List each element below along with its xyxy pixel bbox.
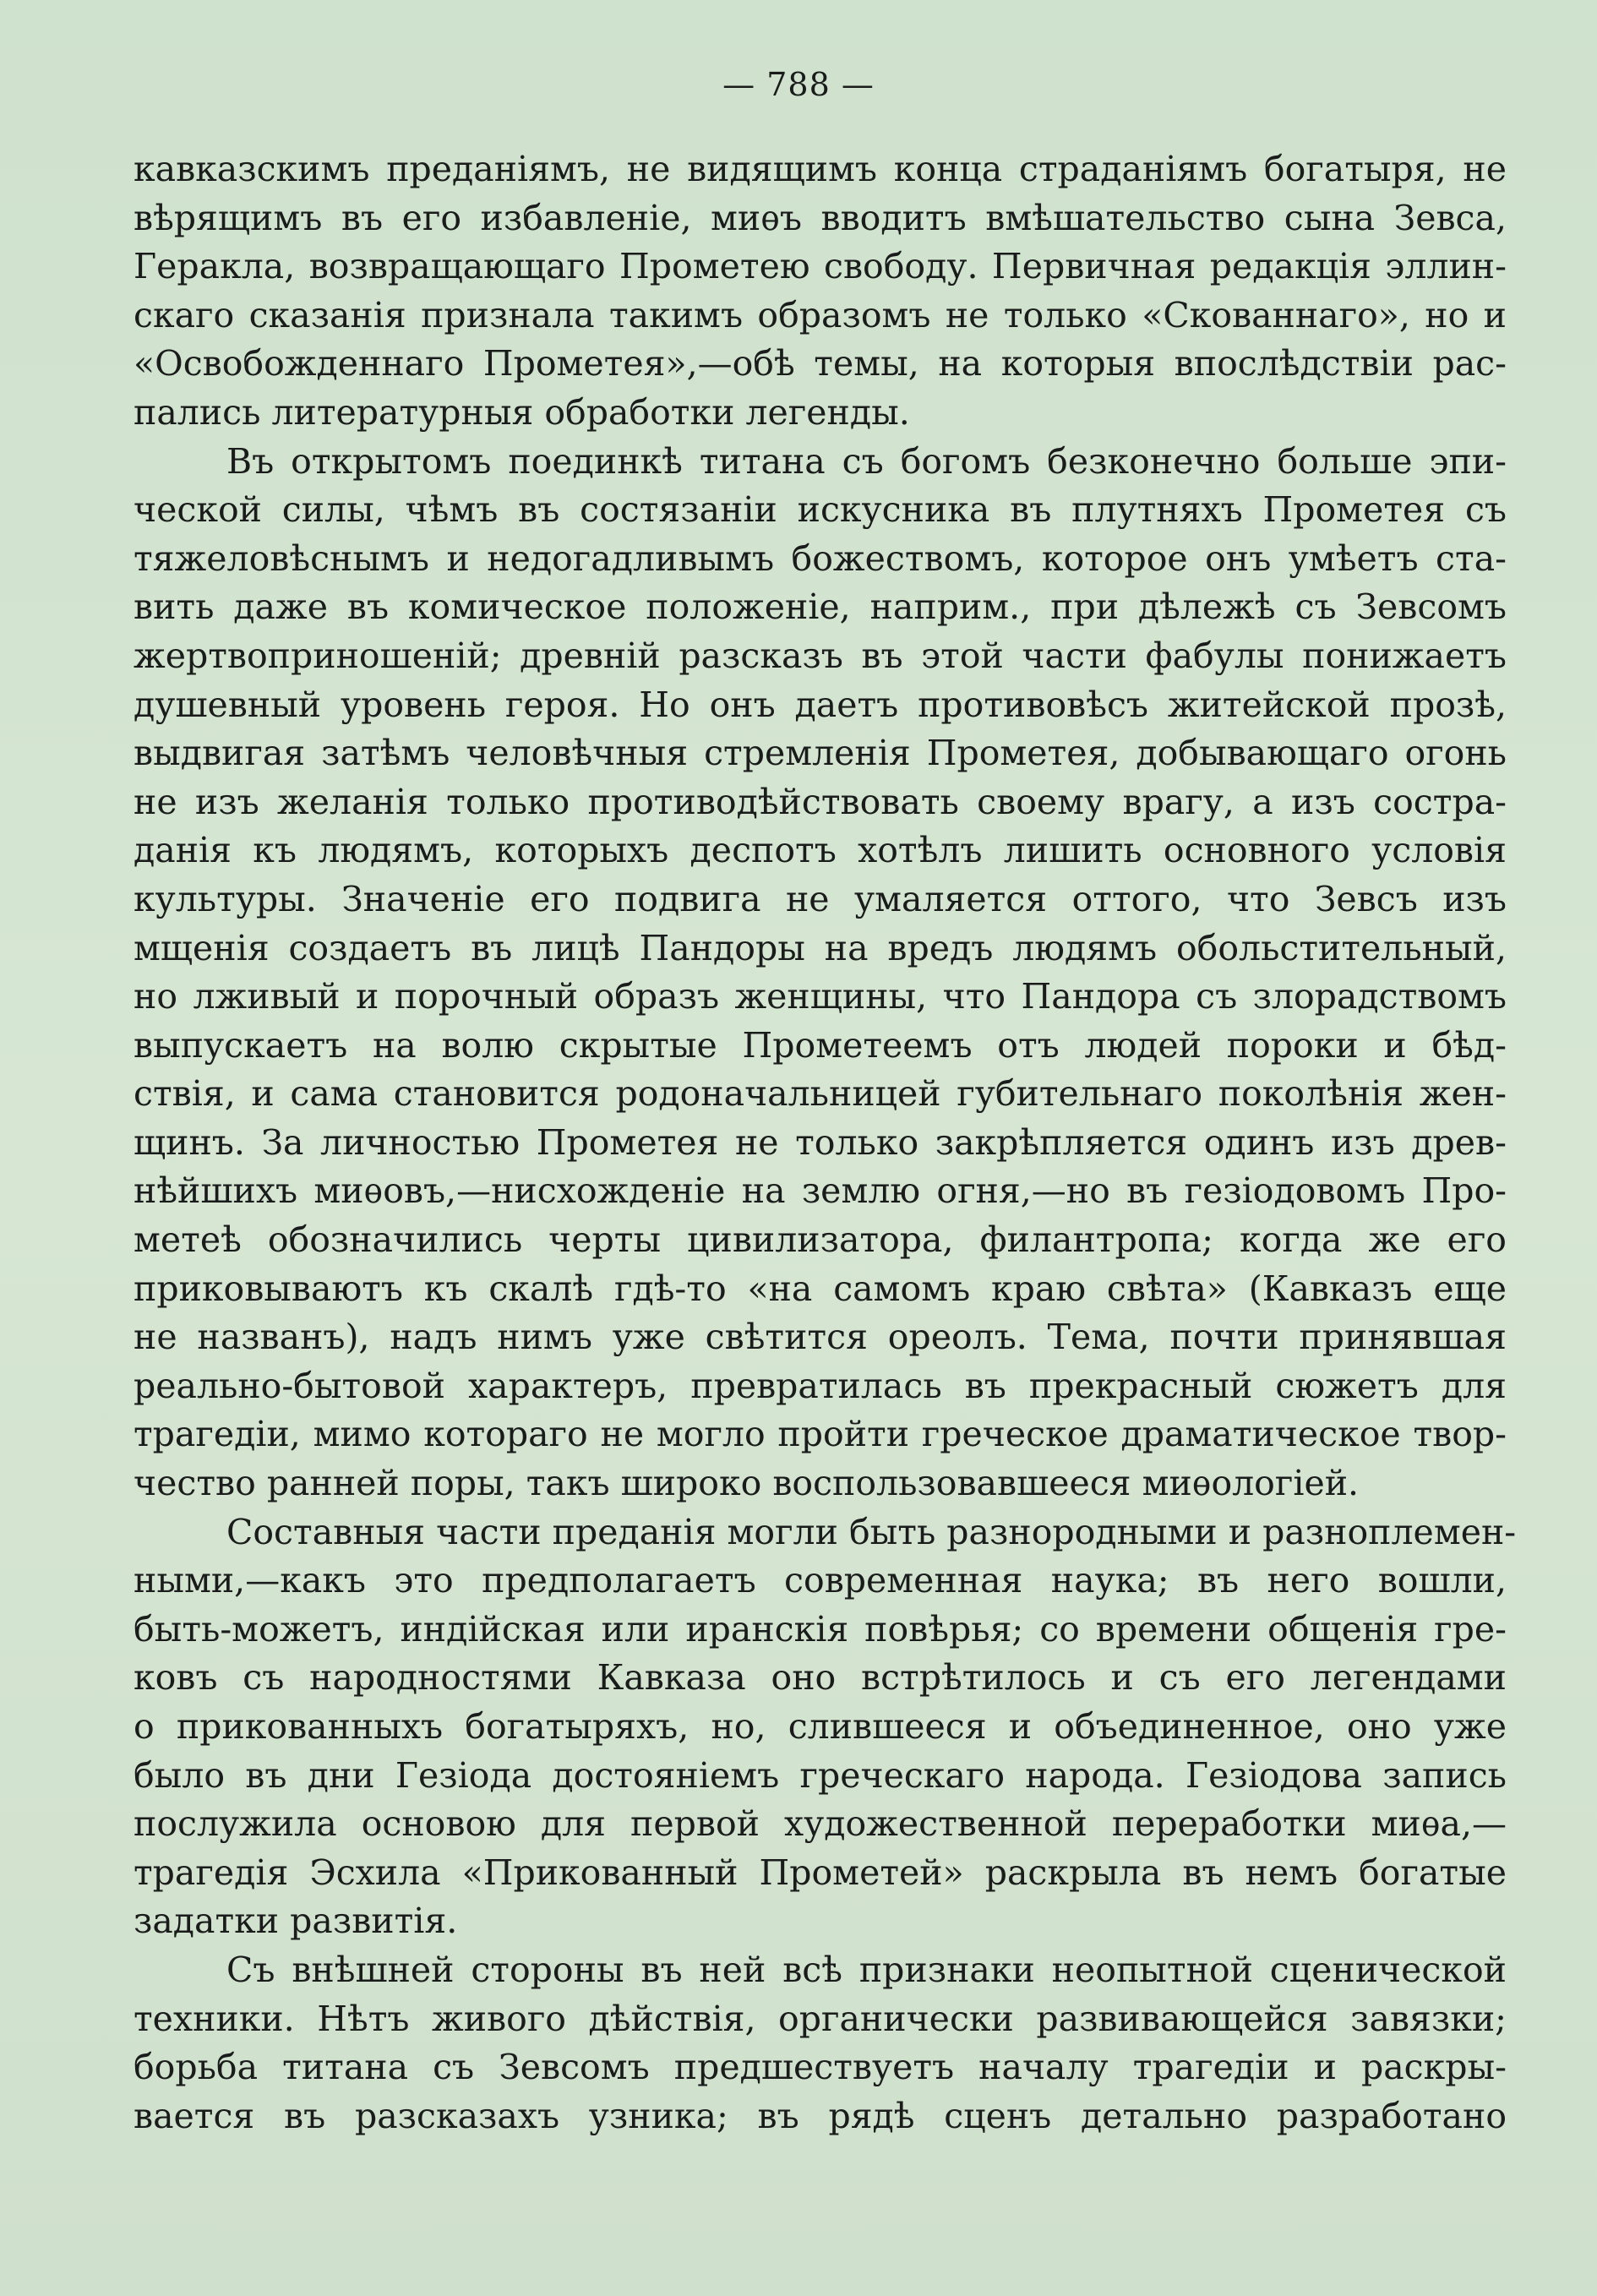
text-line: Съ внѣшней стороны въ ней всѣ признаки неопытной сценической bbox=[226, 1949, 1507, 1990]
paragraph bbox=[134, 438, 1507, 1508]
text-line: скаго сказанія признала такимъ образомъ не только «Скованнаго», но и bbox=[134, 294, 1507, 335]
text-line: Геракла, возвращающаго Прометею свободу. Первичная редакція эллин- bbox=[134, 246, 1507, 287]
text-line: «Освобожденнаго Прометея»,—обѣ темы, на которыя впослѣдствіи рас- bbox=[134, 343, 1507, 384]
text-line: метеѣ обозначились черты цивилизатора, филантропа; когда же его bbox=[134, 1219, 1507, 1261]
text-line: мщенія создаетъ въ лицѣ Пандоры на вредъ людямъ обольстительный, bbox=[134, 927, 1507, 968]
text-line: не названъ), надъ нимъ уже свѣтится ореолъ. Тема, почти принявшая bbox=[134, 1317, 1507, 1358]
paragraph bbox=[134, 1508, 1517, 1946]
text-line: пались литературныя обработки легенды. bbox=[134, 391, 910, 433]
text-line: техники. Нѣтъ живого дѣйствія, органически развивающейся завязки; bbox=[134, 1998, 1507, 2039]
text-line: выдвигая затѣмъ человѣчныя стремленія Прометея, добывающаго огонь bbox=[134, 733, 1507, 774]
text-line: реально-бытовой характеръ, превратилась въ прекрасный сюжетъ для bbox=[134, 1365, 1507, 1406]
text-line: трагедія Эсхила «Прикованный Прометей» раскрыла въ немъ богатые bbox=[134, 1852, 1507, 1893]
text-line: Составныя части преданія могли быть разнородными и разноплемен- bbox=[226, 1511, 1517, 1552]
text-line: борьба титана съ Зевсомъ предшествуетъ началу трагедіи и раскры- bbox=[134, 2047, 1507, 2088]
text-line: не изъ желанія только противодѣйствовать своему врагу, а изъ состра- bbox=[134, 781, 1507, 822]
text-line: ковъ съ народностями Кавказа оно встрѣтилось и съ его легендами bbox=[134, 1657, 1507, 1699]
text-line: послужила основою для первой художественной переработки миѳа,— bbox=[134, 1803, 1507, 1845]
text-line: трагедіи, мимо котораго не могло пройти греческое драматическое твор- bbox=[134, 1414, 1507, 1455]
page-number: — 788 — bbox=[722, 66, 875, 103]
text-line: задатки развитія. bbox=[134, 1901, 458, 1942]
text-line: приковываютъ къ скалѣ гдѣ-то «на самомъ краю свѣта» (Кавказъ еще bbox=[134, 1268, 1507, 1309]
text-line: о прикованныхъ богатыряхъ, но, слившееся и объединенное, оно уже bbox=[134, 1706, 1507, 1747]
text-line: культуры. Значеніе его подвига не умаляется оттого, что Зевсъ изъ bbox=[134, 878, 1507, 919]
text-line: но лживый и порочный образъ женщины, что Пандора съ злорадствомъ bbox=[134, 976, 1507, 1017]
text-line: вѣрящимъ въ его избавленіе, миѳъ вводитъ вмѣшательство сына Зевса, bbox=[134, 197, 1507, 238]
text-line: тяжеловѣснымъ и недогадливымъ божествомъ, которое онъ умѣетъ ста- bbox=[134, 537, 1507, 579]
text-line: ческой силы, чѣмъ въ состязаніи искусника въ плутняхъ Прометея съ bbox=[134, 489, 1507, 531]
text-line: ствія, и сама становится родоначальницей губительнаго поколѣнія жен- bbox=[134, 1073, 1507, 1115]
text-line: быть-можетъ, индійская или иранскія повѣрья; со времени общенія гре- bbox=[134, 1608, 1507, 1650]
text-line: нѣйшихъ миѳовъ,—нисхожденіе на землю огня,—но въ гезіодовомъ Про- bbox=[134, 1170, 1507, 1212]
text-line: вить даже въ комическое положеніе, наприм., при дѣлежѣ съ Зевсомъ bbox=[134, 586, 1507, 628]
paragraph bbox=[134, 1946, 1507, 2141]
text-line: выпускаетъ на волю скрытые Прометеемъ отъ людей пороки и бѣд- bbox=[134, 1024, 1507, 1066]
text-line: кавказскимъ преданіямъ, не видящимъ конца страданіямъ богатыря, не bbox=[134, 149, 1507, 189]
text-line: душевный уровень героя. Но онъ даетъ противовѣсъ житейской прозѣ, bbox=[134, 684, 1507, 725]
body-text bbox=[134, 145, 1517, 2141]
text-line: данія къ людямъ, которыхъ деспотъ хотѣлъ лишить основного условія bbox=[134, 830, 1507, 871]
text-line: было въ дни Гезіода достояніемъ греческаго народа. Гезіодова запись bbox=[134, 1754, 1507, 1796]
text-line: ными,—какъ это предполагаетъ современная наука; въ него вошли, bbox=[134, 1560, 1507, 1601]
text-line: щинъ. За личностью Прометея не только закрѣпляется одинъ изъ древ- bbox=[134, 1121, 1507, 1163]
paragraph bbox=[134, 145, 1507, 438]
text-line: Въ открытомъ поединкѣ титана съ богомъ безконечно больше эпи- bbox=[226, 440, 1507, 482]
text-line: жертвоприношеній; древній разсказъ въ этой части фабулы понижаетъ bbox=[134, 635, 1507, 676]
text-line: чество ранней поры, такъ широко воспользовавшееся миѳологіей. bbox=[134, 1463, 1360, 1504]
text-line: вается въ разсказахъ узника; въ рядѣ сценъ детально разработано bbox=[134, 2095, 1507, 2136]
